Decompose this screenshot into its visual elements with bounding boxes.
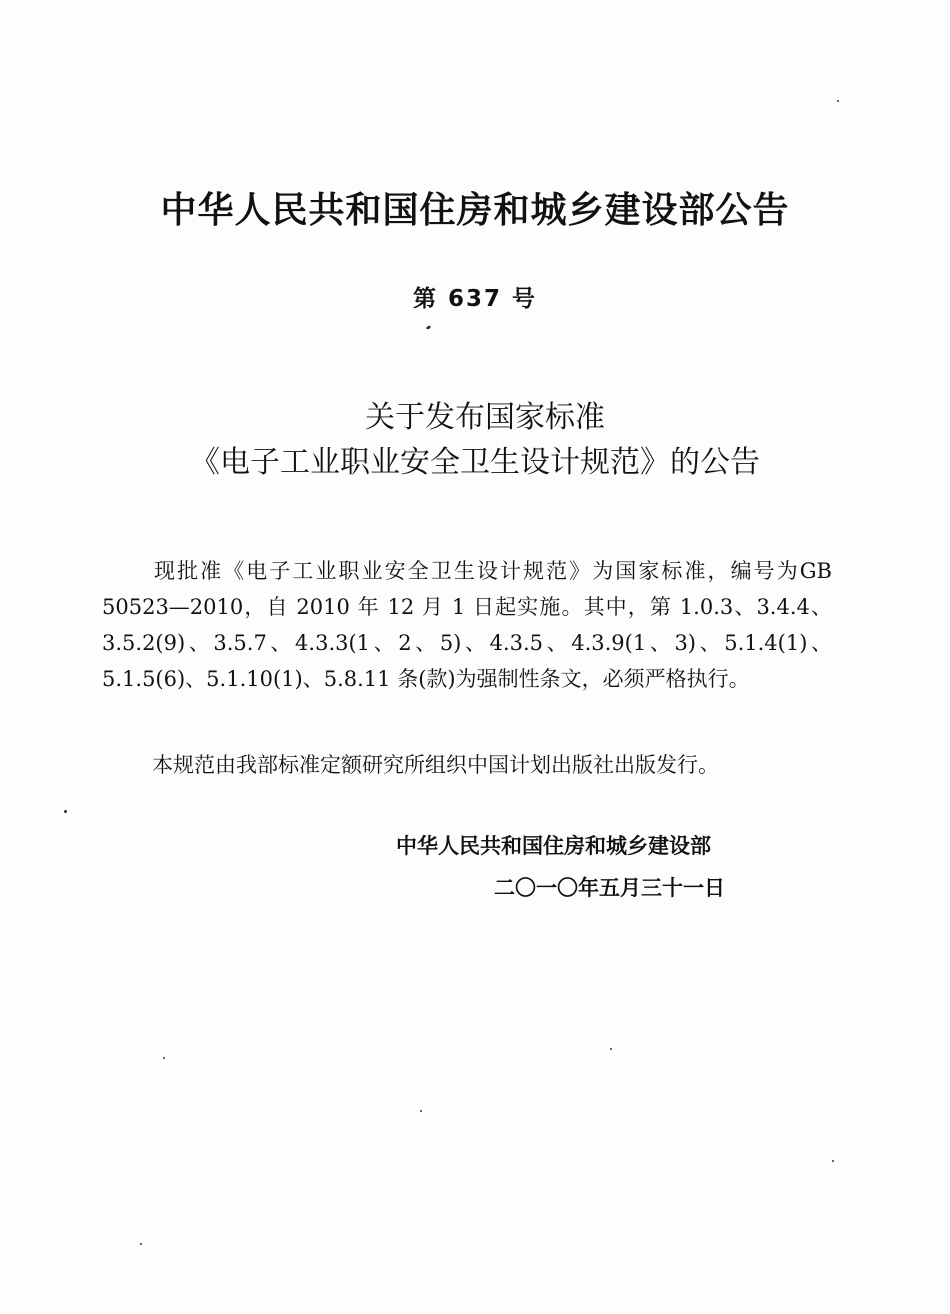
scan-speck bbox=[832, 1160, 834, 1162]
notice-title-line-2: 《电子工业职业安全卫生设计规范》的公告 bbox=[190, 445, 760, 480]
issuer-signature: 中华人民共和国住房和城乡建设部 bbox=[396, 834, 711, 858]
scan-speck bbox=[426, 325, 432, 330]
announcement-number: 第 637 号 bbox=[412, 286, 538, 312]
body-paragraph-approval bbox=[102, 553, 832, 697]
scan-speck bbox=[837, 100, 839, 102]
scan-speck bbox=[140, 1243, 142, 1245]
body-paragraph-publisher bbox=[102, 747, 832, 783]
scan-speck bbox=[610, 1048, 612, 1050]
scan-speck bbox=[64, 810, 67, 813]
scan-speck bbox=[163, 1057, 165, 1059]
notice-title-line-1: 关于发布国家标准 bbox=[365, 400, 605, 435]
ministry-announcement-title: 中华人民共和国住房和城乡建设部公告 bbox=[160, 190, 790, 231]
body-paragraph-approval-text: 现批准《电子工业职业安全卫生设计规范》为国家标准，编号为GB 50523—2010，自 2010 年 12 月 1 日起实施。其中，第 1.0.3、3.4.4、3.5.2(9)、3.5.7、4.3.3(1、2、5)、4.3.5、4.3.9(1、3)、5.1.4(1)、5.1.5(6)、5.1.10(1)、5.8.11 条(款)为强制性条文，必须严格执行。 bbox=[102, 559, 832, 691]
scan-speck bbox=[420, 1110, 422, 1112]
issue-date: 二〇一〇年五月三十一日 bbox=[494, 876, 725, 900]
body-paragraph-publisher-text: 本规范由我部标准定额研究所组织中国计划出版社出版发行。 bbox=[152, 753, 719, 777]
